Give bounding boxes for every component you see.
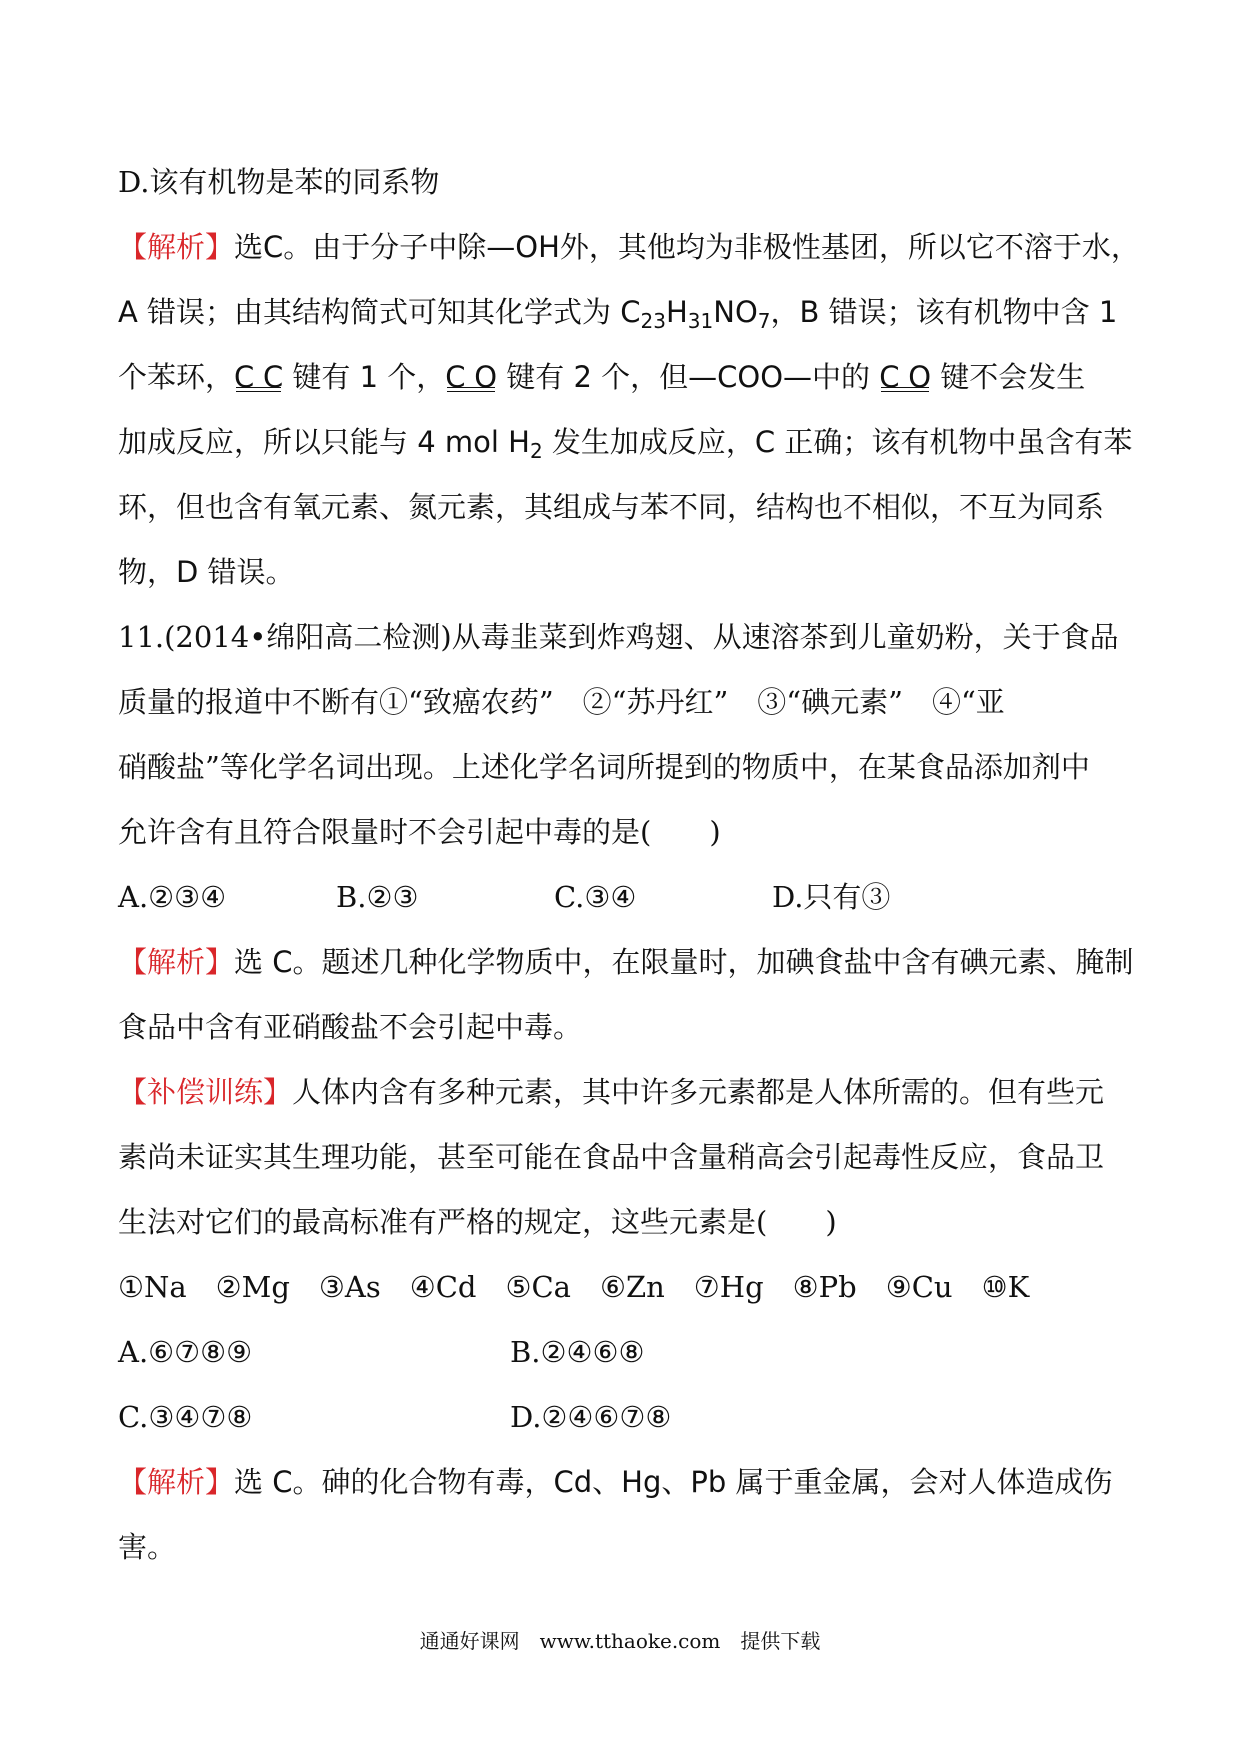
compensation-options (118, 1320, 1128, 1385)
analysis-line: 【解析】选C。由于分子中除—OH外，其他均为非极性基团，所以它不溶于水， (118, 230, 1140, 264)
footer: 通通好课网 www.tthaoke.com 提供下载 (419, 1629, 821, 1653)
analysis-line: 【解析】选 C。题述几种化学物质中，在限量时，加碘食盐中含有碘元素、腌制 (118, 945, 1134, 979)
elements-list: ①Na ②Mg ③As ④Cd ⑤Ca ⑥Zn ⑦Hg ⑧Pb ⑨Cu ⑩K (118, 1270, 1030, 1304)
option-d: D.②④⑥⑦⑧ (510, 1400, 672, 1434)
analysis-line: 食品中含有亚硝酸盐不会引起中毒。 (118, 1010, 583, 1044)
compensation-line: 【补偿训练】人体内含有多种元素，其中许多元素都是人体所需的。但有些元 (118, 1075, 1105, 1109)
double-bond-cc: C C (234, 345, 283, 410)
question-11-line: 允许含有且符合限量时不会引起中毒的是( ) (118, 815, 721, 849)
question-11-line: 质量的报道中不断有①“致癌农药” ②“苏丹红” ③“碘元素” ④“亚 (118, 685, 1005, 719)
option-b: B.②③ (336, 880, 419, 914)
analysis-tag: 【解析】 (118, 230, 235, 264)
option-a: A.②③④ (118, 880, 227, 914)
option-a: A.⑥⑦⑧⑨ (118, 1335, 253, 1369)
analysis-line: 【解析】选 C。砷的化合物有毒，Cd、Hg、Pb 属于重金属，会对人体造成伤 (118, 1465, 1113, 1499)
compensation-line: 素尚未证实其生理功能，甚至可能在食品中含量稍高会引起毒性反应，食品卫 (118, 1140, 1105, 1174)
analysis-line: A 错误；由其结构简式可知其化学式为 $C_{23}H_{31}NO_7$，B 错误；该有机物中含 1 (118, 295, 1118, 333)
analysis-tag: 【解析】 (118, 1465, 235, 1499)
analysis-line: 害。 (118, 1530, 177, 1564)
question-11-line: 硝酸盐”等化学名词出现。上述化学名词所提到的物质中，在某食品添加剂中 (118, 750, 1090, 784)
analysis-line: 个苯环，C C 键有 1 个，C O 键有 2 个，但—COO—中的 C O 键不会发生 (118, 345, 1128, 410)
compensation-line: 生法对它们的最高标准有严格的规定，这些元素是( ) (118, 1205, 837, 1239)
option-c: C.③④ (554, 880, 637, 914)
analysis-tag: 【解析】 (118, 945, 235, 979)
option-d-line: D.该有机物是苯的同系物 (118, 165, 440, 199)
analysis-line: 加成反应，所以只能与 4 mol $H_2$ 发生加成反应，C 正确；该有机物中虽含有苯 (118, 425, 1133, 463)
analysis-line: 环，但也含有氧元素、氮元素，其组成与苯不同，结构也不相似，不互为同系 (118, 490, 1105, 524)
content (118, 150, 1140, 1580)
question-11-options (118, 865, 1128, 930)
option-b: B.②④⑥⑧ (510, 1335, 645, 1369)
analysis-line: 物，D 错误。 (118, 555, 295, 589)
question-11-line: 11.(2014•绵阳高二检测)从毒韭菜到炸鸡翅、从速溶茶到儿童奶粉，关于食品 (118, 620, 1119, 654)
double-bond-co: C O (445, 345, 497, 410)
compensation-options (118, 1385, 1128, 1450)
option-c: C.③④⑦⑧ (118, 1400, 253, 1434)
option-d: D.只有③ (772, 880, 891, 914)
double-bond-co: C O (879, 345, 931, 410)
compensation-tag: 【补偿训练】 (118, 1075, 293, 1109)
